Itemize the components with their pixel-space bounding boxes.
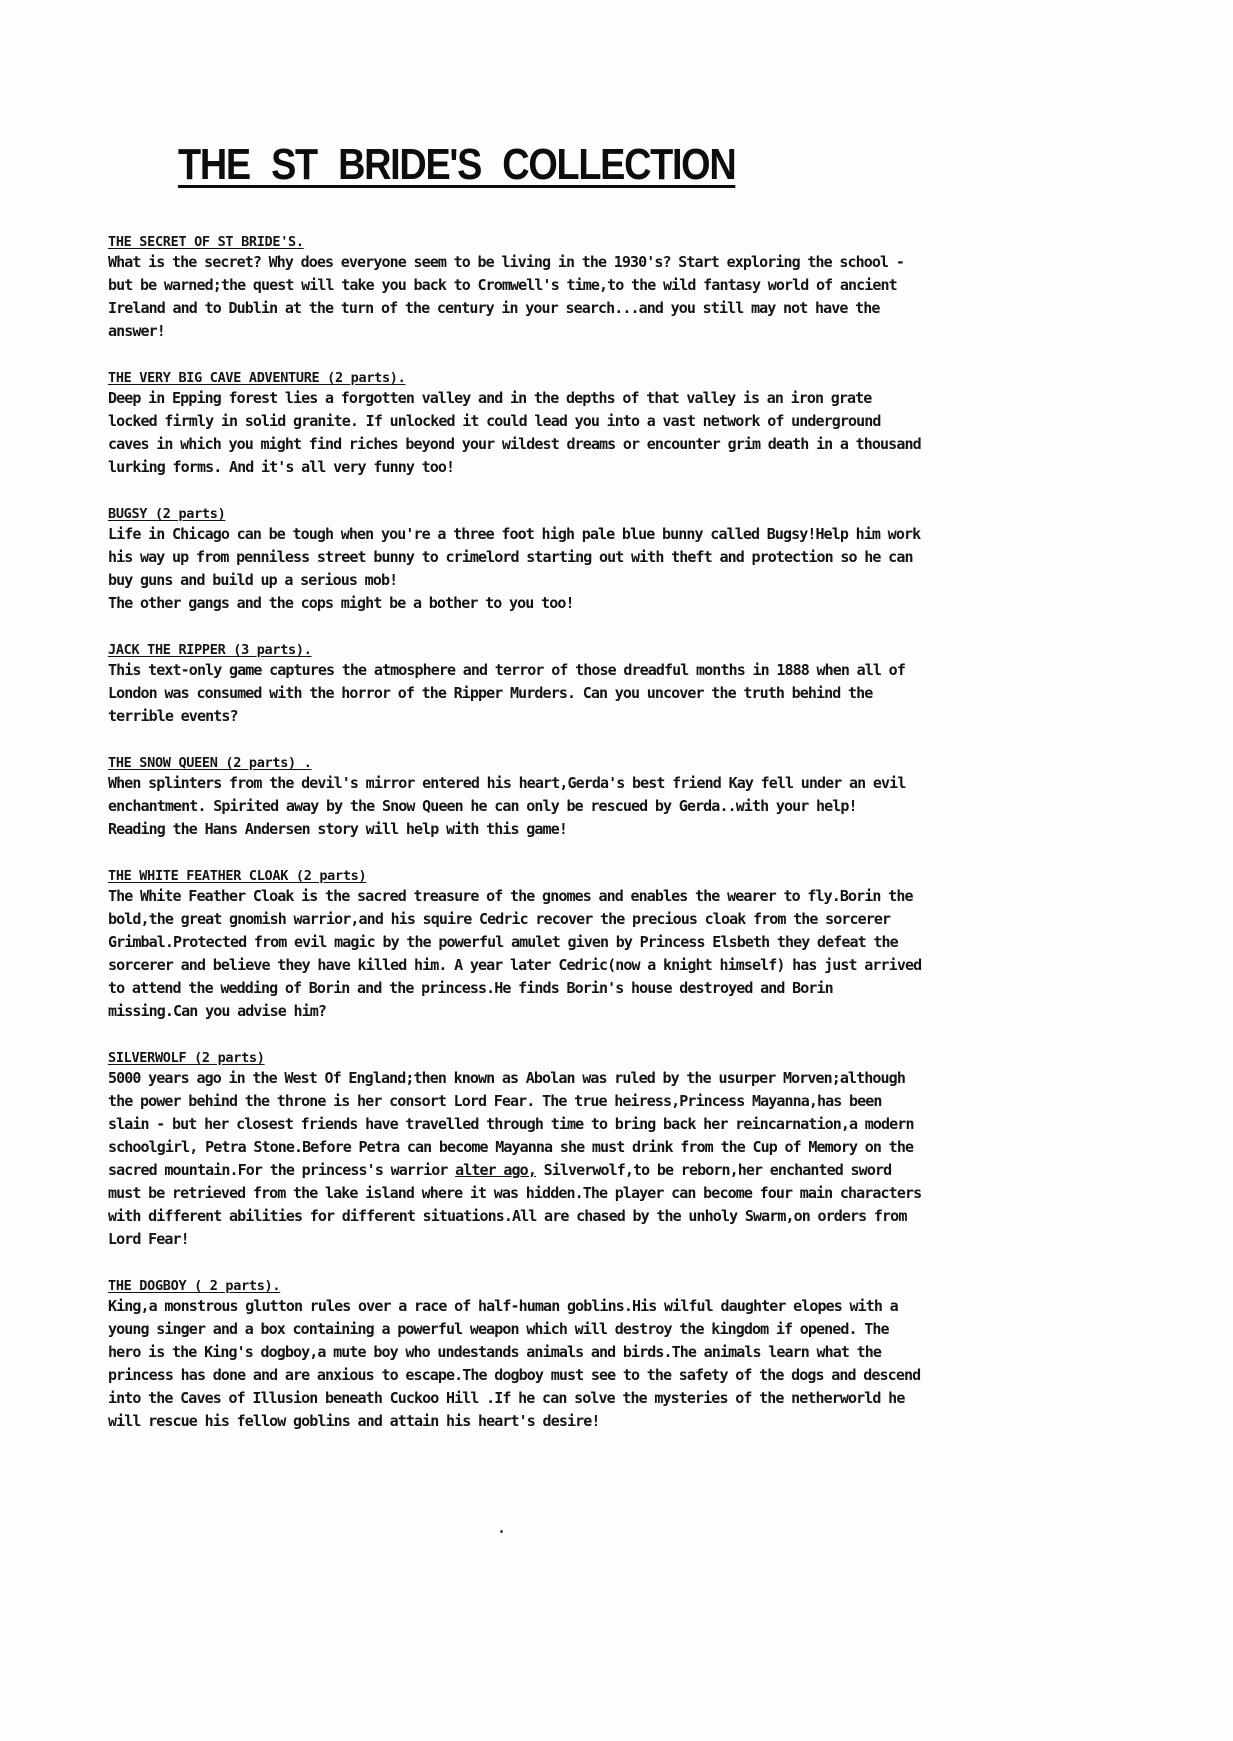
game-entry-dogboy bbox=[108, 1277, 1123, 1433]
entry-heading: THE SECRET OF ST BRIDE'S. bbox=[108, 234, 304, 250]
entry-description bbox=[108, 523, 1123, 615]
entry-heading: THE DOGBOY ( 2 parts). bbox=[108, 1278, 281, 1294]
underlined-phrase: alter ago, bbox=[455, 1161, 536, 1179]
game-list bbox=[108, 233, 1123, 1459]
description-line: the power behind the throne is her consort Lord Fear. The true heiress,Princess Mayanna,has been bbox=[108, 1092, 882, 1110]
entry-description bbox=[108, 772, 1123, 841]
entry-description bbox=[108, 659, 1123, 728]
description-line: missing.Can you advise him? bbox=[108, 1002, 327, 1020]
description-line: will rescue his fellow goblins and attain his heart's desire! bbox=[108, 1412, 600, 1430]
description-line: Lord Fear! bbox=[108, 1230, 189, 1248]
description-line: Ireland and to Dublin at the turn of the century in your search...and you still may not have the bbox=[108, 299, 880, 317]
game-entry-very-big-cave-adventure bbox=[108, 369, 1123, 479]
description-line: answer! bbox=[108, 322, 165, 340]
page-title: THE ST BRIDE'S COLLECTION bbox=[178, 140, 736, 189]
entry-heading: THE SNOW QUEEN (2 parts) . bbox=[108, 755, 312, 771]
game-entry-white-feather-cloak bbox=[108, 867, 1123, 1023]
entry-heading: THE VERY BIG CAVE ADVENTURE (2 parts). bbox=[108, 370, 406, 386]
description-line: schoolgirl, Petra Stone.Before Petra can become Mayanna she must drink from the Cup of Memory on the bbox=[108, 1138, 914, 1156]
entry-description bbox=[108, 387, 1123, 479]
description-line: bold,the great gnomish warrior,and his squire Cedric recover the precious cloak from the sorcerer bbox=[108, 910, 891, 928]
entry-description bbox=[108, 1067, 1123, 1251]
game-entry-silverwolf bbox=[108, 1049, 1123, 1251]
game-entry-secret-of-st-brides bbox=[108, 233, 1123, 343]
entry-heading: JACK THE RIPPER (3 parts). bbox=[108, 642, 312, 658]
description-line: buy guns and build up a serious mob! bbox=[108, 571, 398, 589]
description-line: The White Feather Cloak is the sacred treasure of the gnomes and enables the wearer to fly.Borin the bbox=[108, 887, 913, 905]
description-line: This text-only game captures the atmosphere and terror of those dreadful months in 1888 when all of bbox=[108, 661, 905, 679]
stray-mark bbox=[500, 1530, 503, 1533]
description-line: King,a monstrous glutton rules over a race of half-human goblins.His wilful daughter elopes with a bbox=[108, 1297, 898, 1315]
description-line: young singer and a box containing a powerful weapon which will destroy the kingdom if opened. The bbox=[108, 1320, 889, 1338]
description-line: Deep in Epping forest lies a forgotten valley and in the depths of that valley is an iron grate bbox=[108, 389, 872, 407]
description-line: must be retrieved from the lake island where it was hidden.The player can become four main characters bbox=[108, 1184, 922, 1202]
description-line: slain - but her closest friends have travelled through time to bring back her reincarnation,a modern bbox=[108, 1115, 914, 1133]
description-line: but be warned;the quest will take you back to Cromwell's time,to the wild fantasy world of ancient bbox=[108, 276, 897, 294]
description-line: to attend the wedding of Borin and the princess.He finds Borin's house destroyed and Borin bbox=[108, 979, 833, 997]
description-line: into the Caves of Illusion beneath Cuckoo Hill .If he can solve the mysteries of the netherworld he bbox=[108, 1389, 905, 1407]
description-line: London was consumed with the horror of the Ripper Murders. Can you uncover the truth behind the bbox=[108, 684, 873, 702]
description-line: with different abilities for different situations.All are chased by the unholy Swarm,on orders from bbox=[108, 1207, 907, 1225]
entry-description bbox=[108, 1295, 1123, 1433]
description-line: his way up from penniless street bunny to crimelord starting out with theft and protection so he can bbox=[108, 548, 913, 566]
description-line: What is the secret? Why does everyone seem to be living in the 1930's? Start exploring the school - bbox=[108, 253, 904, 271]
entry-heading: SILVERWOLF (2 parts) bbox=[108, 1050, 265, 1066]
description-line: Life in Chicago can be tough when you're a three foot high pale blue bunny called Bugsy!Help him work bbox=[108, 525, 921, 543]
description-line-end: Silverwolf,to be reborn,her enchanted sword bbox=[535, 1161, 892, 1179]
description-line: lurking forms. And it's all very funny too! bbox=[108, 458, 455, 476]
description-line: terrible events? bbox=[108, 707, 238, 725]
entry-description bbox=[108, 885, 1123, 1023]
game-entry-snow-queen bbox=[108, 754, 1123, 841]
description-line: sorcerer and believe they have killed him. A year later Cedric(now a knight himself) has just arrived bbox=[108, 956, 922, 974]
description-line: Grimbal.Protected from evil magic by the powerful amulet given by Princess Elsbeth they defeat the bbox=[108, 933, 898, 951]
description-line-start: sacred mountain.For the princess's warrior bbox=[108, 1161, 448, 1179]
description-line-mixed bbox=[108, 1159, 1123, 1182]
entry-heading: THE WHITE FEATHER CLOAK (2 parts) bbox=[108, 868, 367, 884]
description-line: locked firmly in solid granite. If unlocked it could lead you into a vast network of underground bbox=[108, 412, 881, 430]
entry-description bbox=[108, 251, 1123, 343]
description-line: The other gangs and the cops might be a bother to you too! bbox=[108, 594, 574, 612]
description-line: enchantment. Spirited away by the Snow Queen he can only be rescued by Gerda..with your help! bbox=[108, 797, 857, 815]
description-line: caves in which you might find riches beyond your wildest dreams or encounter grim death in a thousand bbox=[108, 435, 921, 453]
entry-heading: BUGSY (2 parts) bbox=[108, 506, 226, 522]
game-entry-bugsy bbox=[108, 505, 1123, 615]
description-line: When splinters from the devil's mirror entered his heart,Gerda's best friend Kay fell under an evil bbox=[108, 774, 906, 792]
game-entry-jack-the-ripper bbox=[108, 641, 1123, 728]
description-line: Reading the Hans Andersen story will help with this game! bbox=[108, 820, 567, 838]
description-line: hero is the King's dogboy,a mute boy who undestands animals and birds.The animals learn what the bbox=[108, 1343, 882, 1361]
description-line: princess has done and are anxious to escape.The dogboy must see to the safety of the dogs and descend bbox=[108, 1366, 921, 1384]
description-line: 5000 years ago in the West Of England;then known as Abolan was ruled by the usurper Morven;although bbox=[108, 1069, 905, 1087]
